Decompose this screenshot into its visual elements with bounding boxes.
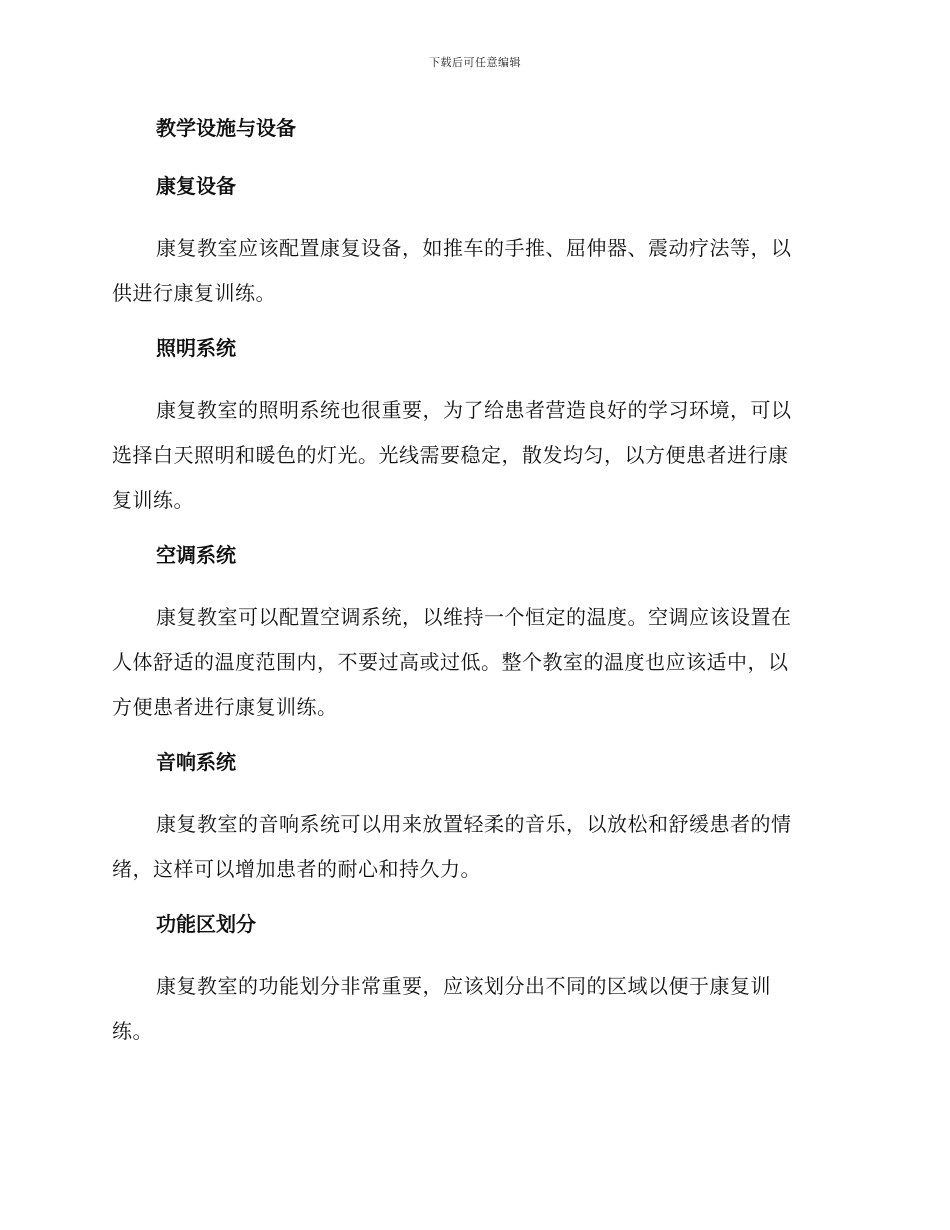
paragraph-line: 康复教室可以配置空调系统，以维持一个恒定的温度。空调应该设置在 [156,605,792,629]
document-body [112,110,832,1054]
section-paragraph [112,388,832,523]
section-heading: 照明系统 [156,336,236,360]
paragraph-line: 康复教室应该配置康复设备，如推车的手推、屈伸器、震动疗法等，以 [156,236,792,260]
paragraph-line: 人体舒适的温度范围内，不要过高或过低。整个教室的温度也应该适中，以 [112,650,789,674]
paragraph-line: 供进行康复训练。 [112,281,276,305]
document-title: 教学设施与设备 [156,116,296,140]
paragraph-line: 康复教室的功能划分非常重要，应该划分出不同的区域以便于康复训 [156,974,771,998]
section-heading: 空调系统 [156,543,236,567]
paragraph-line: 康复教室的照明系统也很重要，为了给患者营造良好的学习环境，可以 [156,398,792,422]
paragraph-line: 复训练。 [112,488,194,512]
section-heading: 功能区划分 [156,912,256,936]
section-paragraph [112,802,832,892]
header-note: 下载后可任意编辑 [429,56,521,69]
paragraph-line: 康复教室的音响系统可以用来放置轻柔的音乐，以放松和舒缓患者的情 [156,812,792,836]
paragraph-line: 练。 [112,1019,153,1043]
paragraph-line: 选择白天照明和暖色的灯光。光线需要稳定，散发均匀，以方便患者进行康 [112,443,789,467]
paragraph-line: 方便患者进行康复训练。 [112,695,338,719]
section-paragraph [112,964,832,1054]
section-paragraph [112,226,832,316]
paragraph-line: 绪，这样可以增加患者的耐心和持久力。 [112,857,481,881]
section-paragraph [112,595,832,730]
section-heading: 音响系统 [156,750,236,774]
section-heading: 康复设备 [156,174,236,198]
